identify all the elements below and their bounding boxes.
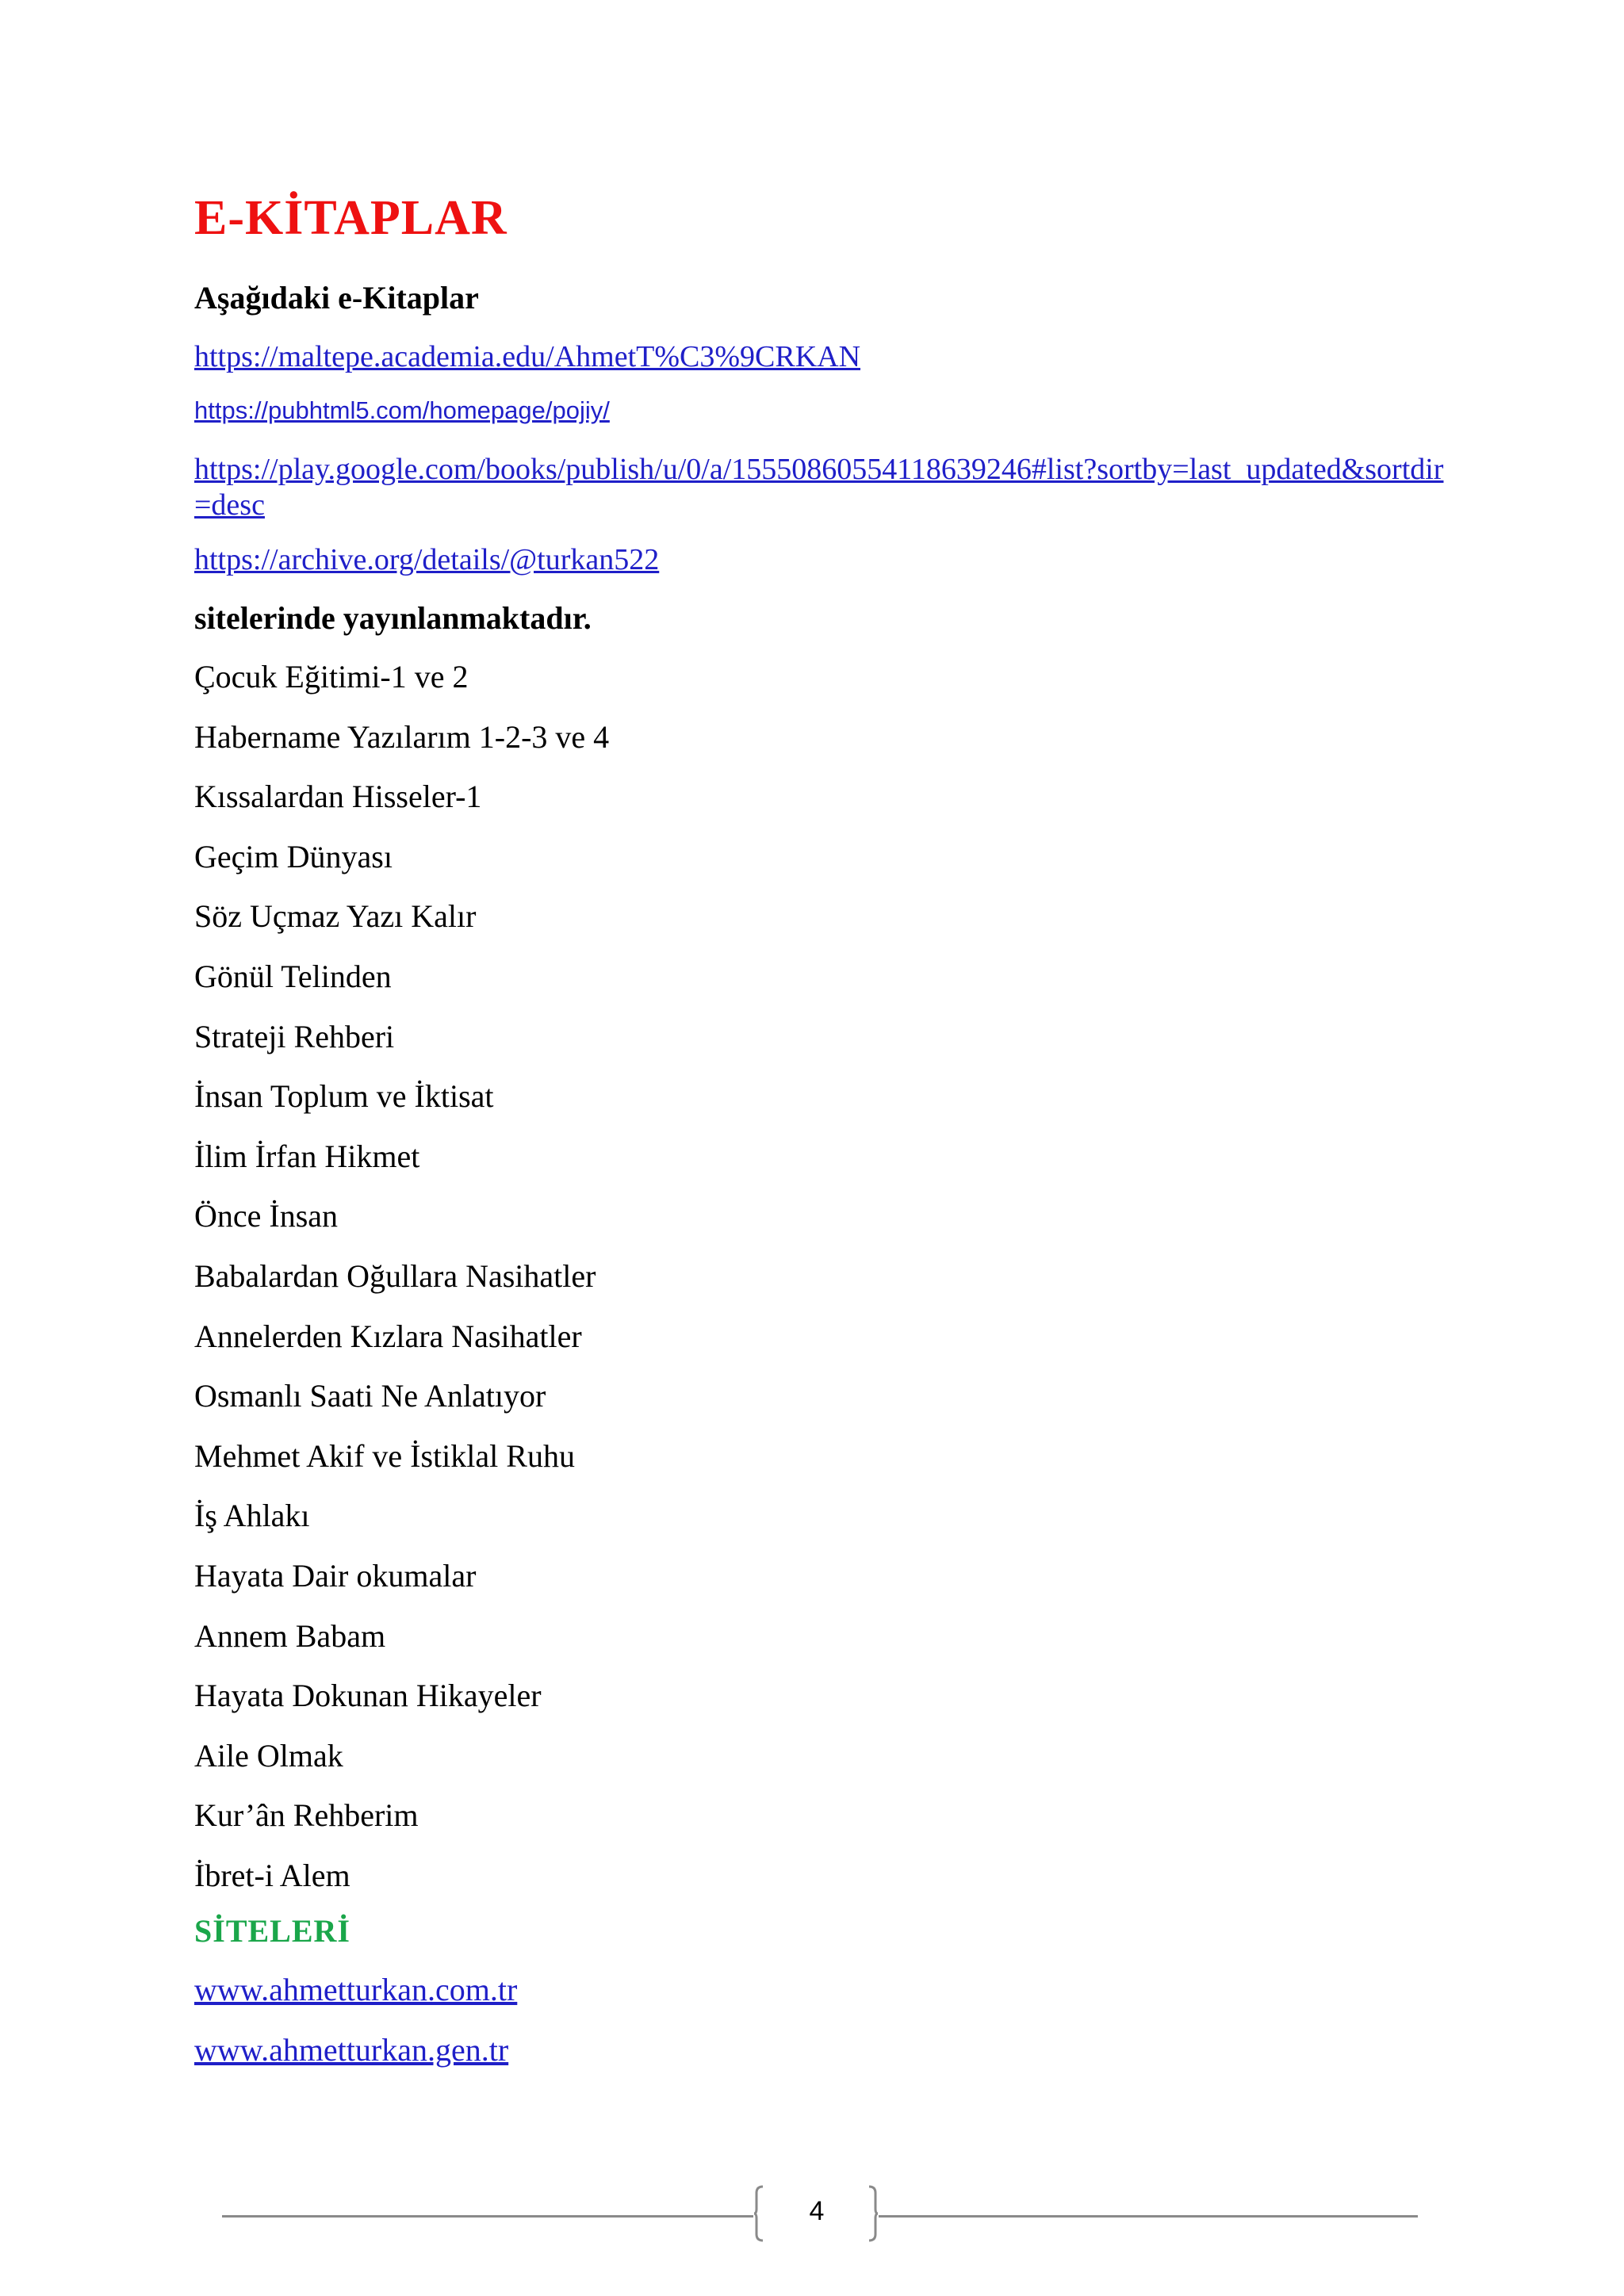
book-item: Osmanlı Saati Ne Anlatıyor bbox=[194, 1378, 546, 1414]
book-list bbox=[194, 653, 609, 1911]
outro-text: sitelerinde yayınlanmaktadır. bbox=[194, 600, 592, 636]
link-google-play-books[interactable]: https://play.google.com/books/publish/u/0/a/15550860554118639246#list?sortby=last_updated&sortdir=desc bbox=[194, 453, 1444, 522]
link-academia[interactable]: https://maltepe.academia.edu/AhmetT%C3%9CRKAN bbox=[194, 340, 861, 373]
book-item: Geçim Dünyası bbox=[194, 838, 393, 874]
book-item: Mehmet Akif ve İstiklal Ruhu bbox=[194, 1437, 575, 1474]
sites-heading: SİTELERİ bbox=[194, 1913, 350, 1949]
book-item: Çocuk Eğitimi-1 ve 2 bbox=[194, 659, 469, 695]
book-item: Babalardan Oğullara Nasihatler bbox=[194, 1257, 596, 1294]
site-link-com-tr[interactable]: www.ahmetturkan.com.tr bbox=[194, 1972, 518, 2007]
book-item: Aile Olmak bbox=[194, 1737, 343, 1774]
footer-rule-left bbox=[222, 2215, 753, 2218]
book-item: Kıssalardan Hisseler-1 bbox=[194, 779, 482, 815]
link-archive-org[interactable]: https://archive.org/details/@turkan522 bbox=[194, 543, 660, 576]
book-item: Söz Uçmaz Yazı Kalır bbox=[194, 898, 477, 935]
book-item: Annem Babam bbox=[194, 1617, 386, 1654]
book-item: Kur’ân Rehberim bbox=[194, 1797, 419, 1834]
book-item: İnsan Toplum ve İktisat bbox=[194, 1078, 494, 1115]
book-item: Hayata Dokunan Hikayeler bbox=[194, 1678, 542, 1714]
footer-bracket-left-icon bbox=[753, 2185, 764, 2242]
intro-text: Aşağıdaki e-Kitaplar bbox=[194, 280, 479, 316]
book-item: İbret-i Alem bbox=[194, 1857, 350, 1893]
book-item: İş Ahlakı bbox=[194, 1498, 310, 1534]
page-title: E-KİTAPLAR bbox=[194, 191, 508, 245]
book-item: Strateji Rehberi bbox=[194, 1018, 395, 1054]
book-item: Habername Yazılarım 1-2-3 ve 4 bbox=[194, 718, 610, 755]
book-item: Hayata Dair okumalar bbox=[194, 1557, 477, 1594]
book-item: Annelerden Kızlara Nasihatler bbox=[194, 1318, 582, 1354]
page-number: 4 bbox=[809, 2196, 825, 2226]
link-pubhtml5[interactable]: https://pubhtml5.com/homepage/pojiy/ bbox=[194, 396, 610, 424]
footer-bracket-right-icon bbox=[868, 2185, 879, 2242]
book-item: Gönül Telinden bbox=[194, 958, 392, 994]
book-item: Önce İnsan bbox=[194, 1198, 339, 1234]
footer-rule-right bbox=[879, 2215, 1418, 2218]
book-item: İlim İrfan Hikmet bbox=[194, 1138, 420, 1174]
site-link-gen-tr[interactable]: www.ahmetturkan.gen.tr bbox=[194, 2032, 509, 2068]
